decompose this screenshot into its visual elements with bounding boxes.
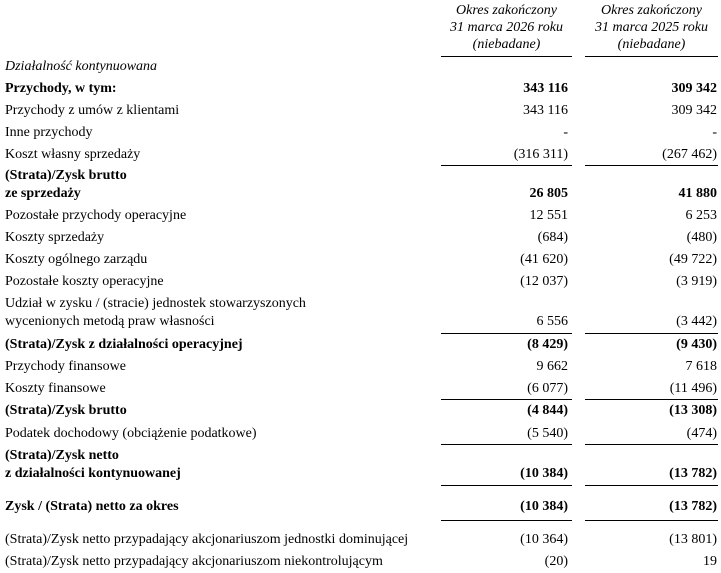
row-label: Udział w zysku / (stracie) jednostek stowarzyszonych — [5, 296, 306, 311]
value-2026: (316 311) — [513, 147, 568, 162]
value-2025: (13 801) — [669, 532, 717, 547]
column-header-line: Okres zakończony — [456, 3, 557, 18]
value-2026: - — [563, 125, 568, 140]
subtotal-rule — [441, 444, 572, 445]
row-label: Przychody, w tym: — [5, 81, 117, 96]
row-label-continuation: ze sprzedaży — [5, 186, 81, 201]
subtotal-rule — [585, 333, 718, 334]
value-2026: 343 116 — [523, 103, 568, 118]
value-2026: 26 805 — [529, 186, 568, 201]
row-label: (Strata)/Zysk netto przypadający akcjonariuszom jednostki dominującej — [5, 532, 409, 547]
value-2026: (5 540) — [527, 426, 568, 441]
row-label: (Strata)/Zysk brutto — [5, 403, 127, 418]
column-header-line: (niebadane) — [617, 37, 686, 52]
value-2025: (3 442) — [676, 314, 717, 329]
column-header-line: (niebadane) — [472, 37, 541, 52]
column-header-line: 31 marca 2026 roku — [450, 20, 563, 35]
row-label: (Strata)/Zysk brutto — [5, 168, 127, 183]
value-2025: (9 430) — [676, 337, 717, 352]
column-header-line: 31 marca 2025 roku — [595, 20, 708, 35]
value-2026: (8 429) — [527, 337, 568, 352]
column-header-2025 — [585, 2, 718, 53]
value-2025: 309 342 — [671, 81, 717, 96]
value-2026: (20) — [544, 554, 568, 569]
subtotal-rule — [585, 399, 718, 400]
header-underline — [441, 56, 572, 57]
value-2026: 6 556 — [536, 314, 568, 329]
value-2025: (11 496) — [669, 381, 717, 396]
value-2026: (41 620) — [520, 252, 568, 267]
row-label: Zysk / (Strata) netto za okres — [5, 499, 179, 514]
value-2025: 7 618 — [685, 359, 717, 374]
value-2025: (267 462) — [662, 147, 717, 162]
value-2026: 343 116 — [523, 81, 568, 96]
total-rule — [441, 485, 572, 486]
value-2026: (6 077) — [527, 381, 568, 396]
column-header-line: Okres zakończony — [601, 3, 702, 18]
subtotal-rule — [441, 333, 572, 334]
row-label: (Strata)/Zysk z działalności operacyjnej — [5, 337, 243, 352]
value-2026: 12 551 — [529, 208, 568, 223]
row-label: Podatek dochodowy (obciążenie podatkowe) — [5, 426, 257, 441]
value-2025: (13 782) — [669, 466, 717, 481]
row-label-continuation: z działalności kontynuowanej — [5, 466, 181, 481]
total-rule — [585, 485, 718, 486]
row-label: Pozostałe przychody operacyjne — [5, 208, 187, 223]
value-2025: 41 880 — [678, 186, 717, 201]
value-2026: 9 662 — [536, 359, 568, 374]
total-rule — [441, 520, 572, 521]
row-label: Koszt własny sprzedaży — [5, 147, 141, 162]
row-label: Koszty finansowe — [5, 381, 106, 396]
value-2026: (10 384) — [520, 466, 568, 481]
row-label: Inne przychody — [5, 125, 93, 140]
value-2025: (13 782) — [669, 499, 717, 514]
row-label: Przychody finansowe — [5, 359, 126, 374]
row-label: Przychody z umów z klientami — [5, 103, 180, 118]
value-2025: (49 722) — [669, 252, 717, 267]
value-2025: (13 308) — [669, 403, 717, 418]
value-2026: (684) — [537, 230, 568, 245]
value-2025: (480) — [686, 230, 717, 245]
value-2025: 6 253 — [685, 208, 717, 223]
value-2026: (10 364) — [520, 532, 568, 547]
value-2025: 309 342 — [671, 103, 717, 118]
total-rule — [585, 520, 718, 521]
column-header-2026 — [441, 2, 572, 53]
subtotal-rule — [441, 399, 572, 400]
section-heading: Działalność kontynuowana — [5, 59, 158, 74]
row-label: (Strata)/Zysk netto przypadający akcjonariuszom niekontrolującym — [5, 554, 383, 569]
row-label: Koszty sprzedaży — [5, 230, 105, 245]
value-2026: (12 037) — [520, 274, 568, 289]
value-2025: (3 919) — [676, 274, 717, 289]
row-label: Pozostałe koszty operacyjne — [5, 274, 164, 289]
row-label: Koszty ogólnego zarządu — [5, 252, 148, 267]
subtotal-rule — [441, 165, 572, 166]
value-2025: 19 — [703, 554, 717, 569]
value-2026: (10 384) — [520, 499, 568, 514]
value-2025: - — [712, 125, 717, 140]
row-label: (Strata)/Zysk netto — [5, 448, 119, 463]
value-2026: (4 844) — [527, 403, 568, 418]
subtotal-rule — [585, 444, 718, 445]
row-label-continuation: wycenionych metodą praw własności — [5, 314, 215, 329]
value-2025: (474) — [686, 426, 717, 441]
subtotal-rule — [585, 165, 718, 166]
header-underline — [585, 56, 718, 57]
